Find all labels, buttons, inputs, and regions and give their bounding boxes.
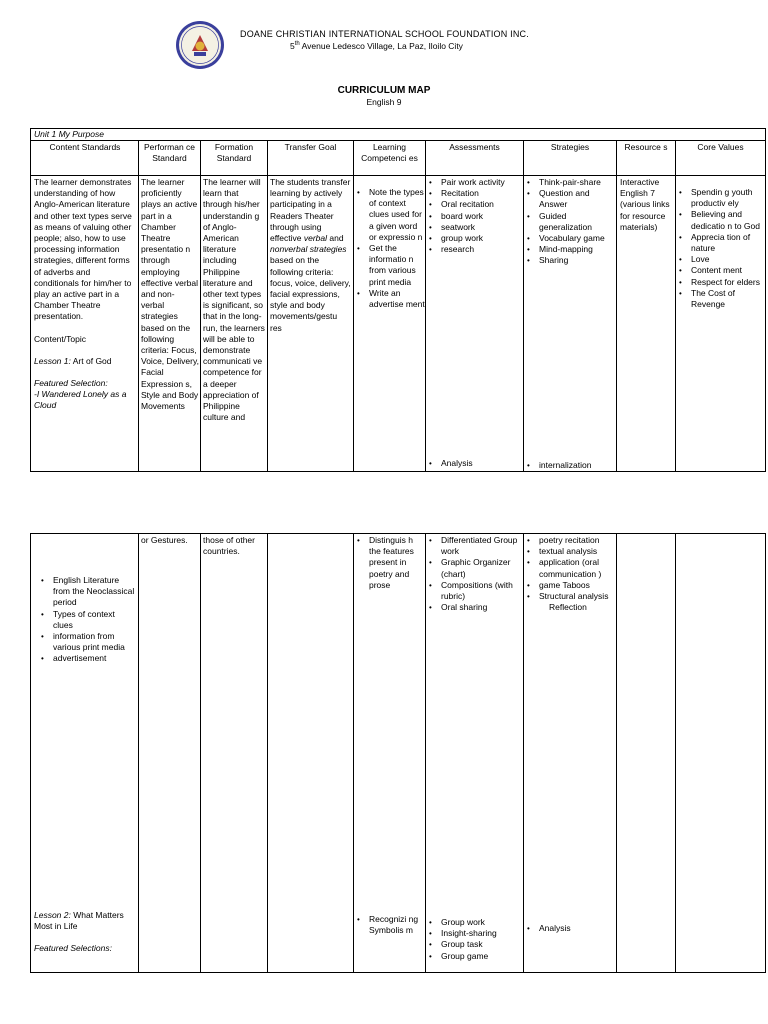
strategy-item: • game Taboos [525,580,615,591]
topic-item: • information from various print media [39,631,137,653]
header-content-standards: Content Standards [49,142,121,152]
strategy-item: • poetry recitation [525,535,615,546]
curriculum-table-page-1 [30,128,766,472]
competency-item: • Distinguis h the features present in poetry and prose [355,535,425,591]
content-topics-list [39,575,137,665]
strategy-bottom [525,460,613,471]
strategy-item: • textual analysis [525,546,615,557]
assessment-item: • group work [427,233,523,244]
header-transfer-goal: Transfer Goal [284,142,337,152]
assessment-item: • Analysis [427,458,523,469]
assessments-list [427,177,523,255]
assessment-item: • Recitation [427,188,523,199]
content-standards-text: The learner demonstrates understanding of how Anglo-American literature and other text types serve as means of valuing other people; also, how to use processing information strategies, different forms of adverbs and conditionals for him/her to play an active part in a Chamber Theatre presentation. [34,177,132,322]
school-name: DOANE CHRISTIAN INTERNATIONAL SCHOOL FOUNDATION INC. [240,29,529,39]
core-values-list [677,187,765,310]
assessment-item: • research [427,244,523,255]
assessment-item: • seatwork [427,222,523,233]
competency-item: • Get the informatio n from various print media [355,243,425,288]
strategy-reflection: Reflection [549,602,587,613]
assessment-item: • Graphic Organizer (chart) [427,557,523,579]
school-address: 5th Avenue Ledesco Village, La Paz, Iloilo City [290,41,463,51]
featured-selection-title: -I Wandered Lonely as a Cloud [34,389,127,411]
featured-selection-label: Featured Selection: [34,378,108,389]
transfer-goal-text: The students transfer learning by actively participating in a Readers Theater through using effective verbal and nonverbal strategies based on the following criteria: focus, voice, delivery, facial expressions, style and body movements/gestu res [270,177,351,333]
strategy-item: • Analysis [525,923,615,934]
strategy-item: • Structural analysis [525,591,615,602]
header-learning-competencies: Learning Competenci es [361,142,418,164]
strategy-item: • Mind-mapping [525,244,613,255]
assessment-item: • Group work [427,917,523,928]
performance-standard-continued: or Gestures. [141,535,188,545]
assessment-item: • board work [427,211,523,222]
strategy-item: • Question and Answer [525,188,613,210]
core-value-item: • The Cost of Revenge [677,288,765,310]
learning-competencies-list-2 [355,535,425,591]
assessments-list-3 [427,917,523,962]
featured-selections-label: Featured Selections: [34,943,112,954]
strategies-list [525,177,613,267]
strategies-list-2 [525,535,615,613]
header-strategies: Strategies [550,142,590,152]
learning-competencies-list [355,187,425,310]
core-value-item: • Believing and dedicatio n to God [677,209,765,231]
competency-item: • Write an advertise ment [355,288,425,310]
strategy-item: • internalization [525,460,613,471]
content-standards-cell [34,177,136,412]
strategy-item: • Guided generalization [525,211,613,233]
learning-competencies-list-3 [355,914,425,936]
header-core-values: Core Values [697,142,744,152]
header-assessments: Assessments [449,142,500,152]
assessment-item: • Group task [427,939,523,950]
assessment-item: • Insight-sharing [427,928,523,939]
strategy-item: • application (oral communication ) [525,557,615,579]
assessment-bottom [427,458,523,469]
assessment-item: • Group game [427,951,523,962]
strategy-item: • Think-pair-share [525,177,613,188]
core-value-item: • Respect for elders [677,277,765,288]
school-seal-logo [175,20,225,70]
core-value-item: • Love [677,254,765,265]
strategies-list-3 [525,923,615,934]
topic-item: • English Literature from the Neoclassical period [39,575,137,609]
strategy-item: • Sharing [525,255,613,266]
lesson-2-block [34,910,136,955]
competency-item: • Recognizi ng Symbolis m [355,914,425,936]
competency-item: • Note the types of context clues used for a given word or expressio n [355,187,425,243]
header-performance-standard: Performan ce Standard [143,142,196,164]
lesson-1-title: Lesson 1: Art of God [34,355,112,366]
content-topic-label: Content/Topic [34,333,86,344]
curriculum-table-page-2 [30,533,766,973]
core-value-item: • Content ment [677,265,765,276]
topic-item: • advertisement [39,653,137,664]
formation-standard-text: The learner will learn that through his/her understandin g of Anglo-American literature including Philippine literature and other text types is significant, so that in the long-run, the learners will be able to demonstrate communicati ve competence for a deeper appreciation of Philippine culture and [203,177,265,423]
core-value-item: • Spendin g youth productiv ely [677,187,765,209]
header-resources: Resource s [624,142,668,152]
lesson-2-title: Lesson 2: What Matters Most in Life [34,910,124,932]
document-subtitle: English 9 [366,97,402,107]
assessment-item: • Oral sharing [427,602,523,613]
strategy-item: • Vocabulary game [525,233,613,244]
assessment-item: • Differentiated Group work [427,535,523,557]
core-value-item: • Apprecia tion of nature [677,232,765,254]
topic-item: • Types of context clues [39,609,137,631]
assessment-item: • Compositions (with rubric) [427,580,523,602]
performance-standard-text: The learner proficiently plays an active part in a Chamber Theatre presentatio n through employing effective verbal and non- verbal strategies based on the following criteria: Focus, Voice, Delivery, Facial Expression s, Style and Body Movements [141,177,199,412]
assessments-list-2 [427,535,523,613]
resources-text: Interactive English 7 (various links for resource materials) [620,177,670,232]
document-title: CURRICULUM MAP [337,85,431,96]
assessment-item: • Pair work activity [427,177,523,188]
assessment-item: • Oral recitation [427,199,523,210]
formation-standard-continued: those of other countries. [203,535,255,557]
header-formation-standard: Formation Standard [214,142,254,164]
unit-title: Unit 1 My Purpose [34,129,104,139]
